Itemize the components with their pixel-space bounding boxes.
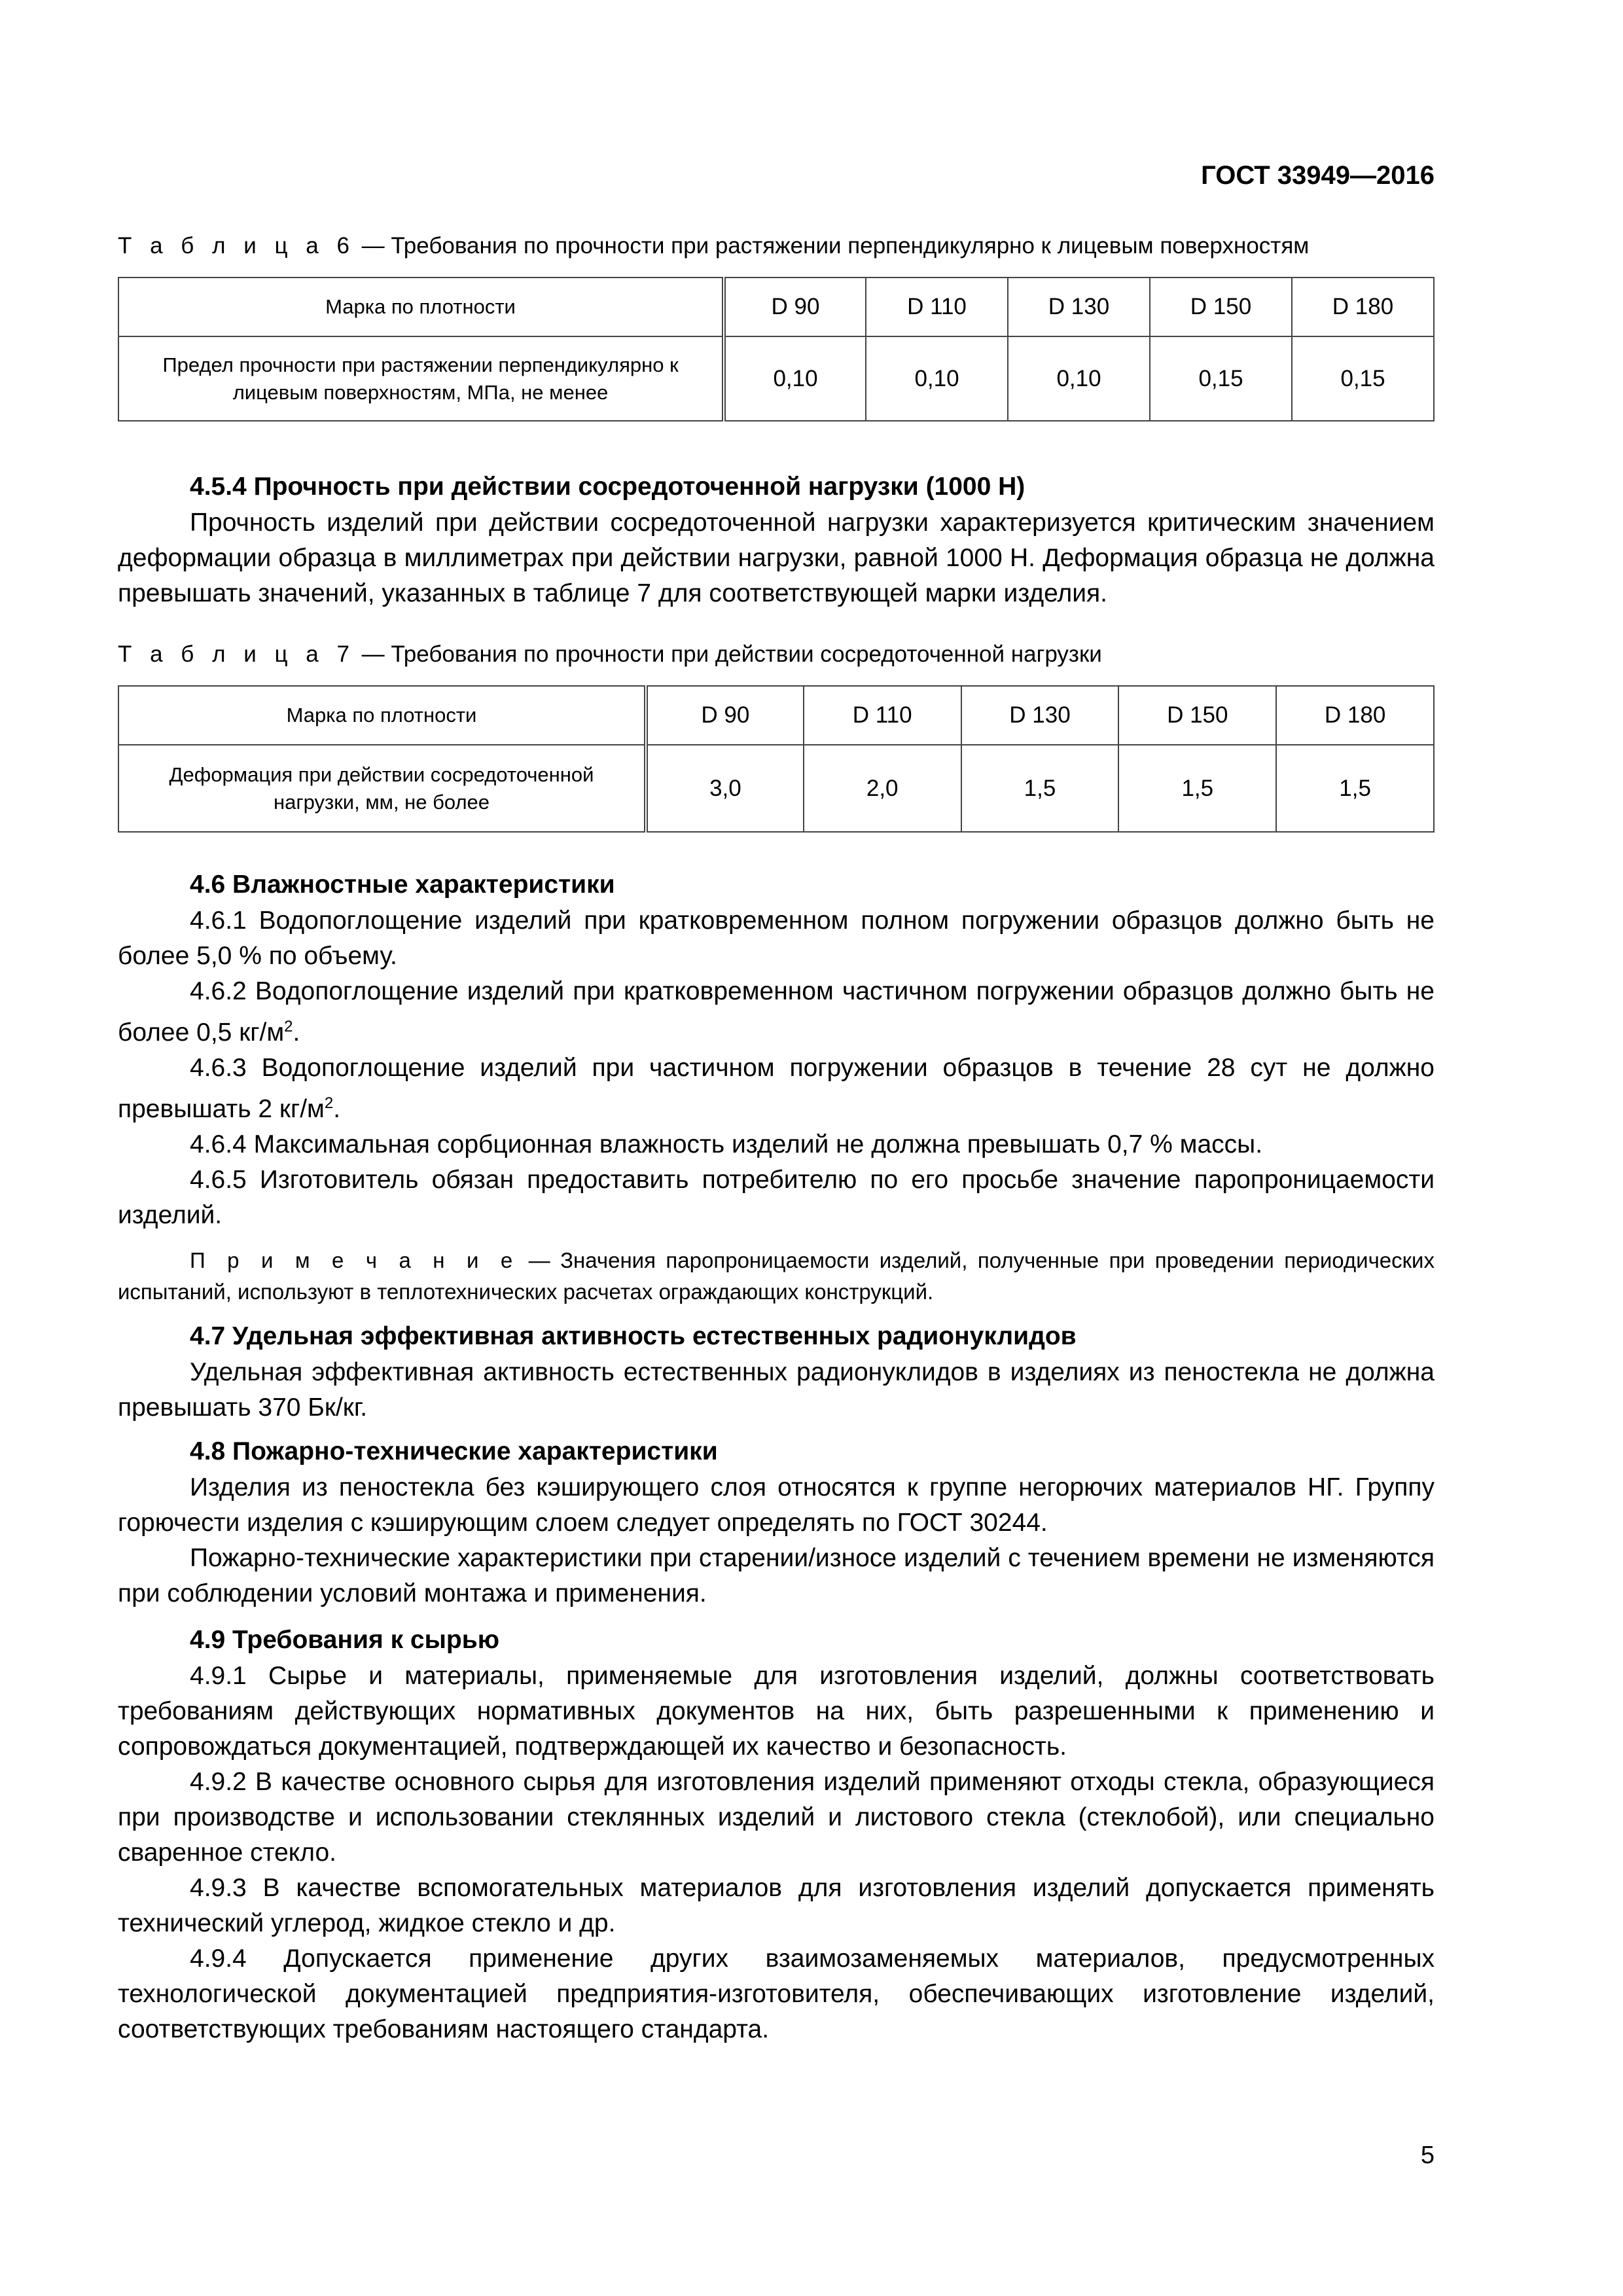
paragraph: 4.9.1 Сырье и материалы, применяемые для изготовления изделий, должны соответствовать требованиям действующих нормативных документов на них, быть разрешенными к применению и сопровождаться документацией, подтверждающей их качество и безопасность.	[118, 1662, 1435, 1761]
table-7-caption	[118, 639, 1102, 670]
table-cell: 0,15	[1292, 336, 1434, 421]
table-header-cell: D 130	[961, 686, 1119, 745]
table-header-cell: D 180	[1292, 278, 1434, 336]
note-text: — Значения паропроницаемости изделий, полученные при проведении периодических испытаний, используют в теплотехнических расчетах ограждающих конструкций.	[118, 1248, 1435, 1304]
section-4-6	[118, 867, 1435, 1308]
table-cell: 1,5	[1118, 745, 1276, 832]
paragraph-text: 4.6.2 Водопоглощение изделий при кратковременном частичном погружении образцов должно быть не более 0,5 кг/м	[118, 977, 1435, 1047]
table-cell: 2,0	[804, 745, 961, 832]
table-cell: 1,5	[961, 745, 1119, 832]
table-header-cell: D 150	[1118, 686, 1276, 745]
table-cell: 0,10	[1008, 336, 1150, 421]
section-title: 4.7 Удельная эффективная активность естественных радионуклидов	[190, 1322, 1077, 1350]
section-4-5-4	[118, 469, 1435, 611]
note-prefix: П р и м е ч а н и е	[190, 1248, 519, 1272]
table-header-cell: Марка по плотности	[118, 686, 646, 745]
section-title: 4.6 Влажностные характеристики	[190, 870, 615, 899]
table-row	[118, 745, 1434, 832]
paragraph: Пожарно-технические характеристики при старении/износе изделий с течением времени не изменяются при соблюдении условий монтажа и применения.	[118, 1544, 1435, 1607]
paragraph: Изделия из пеностекла без кэширующего слоя относятся к группе негорючих материалов НГ. Группу горючести изделия с кэширующим слоем следует определять по ГОСТ 30244.	[118, 1473, 1435, 1537]
table-6-caption-prefix: Т а б л и ц а 6	[118, 233, 355, 259]
note	[118, 1245, 1435, 1308]
table-6-caption-text: — Требования по прочности при растяжении перпендикулярно к лицевым поверхностям	[355, 233, 1310, 259]
paragraph: 4.9.3 В качестве вспомогательных материалов для изготовления изделий допускается применять технический углерод, жидкое стекло и др.	[118, 1874, 1435, 1937]
table-row-label: Предел прочности при растяжении перпендикулярно к лицевым поверхностям, МПа, не менее	[118, 336, 724, 421]
page-number: 5	[1420, 2142, 1435, 2169]
paragraph: 4.6.1 Водопоглощение изделий при кратковременном полном погружении образцов должно быть не более 5,0 % по объему.	[118, 906, 1435, 970]
table-header-cell: D 110	[866, 278, 1008, 336]
table-7	[118, 685, 1435, 833]
table-row	[118, 278, 1434, 336]
section-4-7	[118, 1318, 1435, 1426]
table-header-cell: D 180	[1276, 686, 1434, 745]
superscript: 2	[284, 1018, 293, 1035]
paragraph: 4.6.5 Изготовитель обязан предоставить потребителю по его просьбе значение паропроницаемости изделий.	[118, 1166, 1435, 1229]
table-6	[118, 277, 1435, 422]
table-cell: 1,5	[1276, 745, 1434, 832]
section-title: 4.9 Требования к сырью	[190, 1626, 500, 1654]
table-header-cell: D 130	[1008, 278, 1150, 336]
table-header-cell: D 110	[804, 686, 961, 745]
paragraph: 4.6.2 Водопоглощение изделий при кратковременном частичном погружении образцов должно быть не более 0,5 $кг/м^2$.	[118, 977, 1435, 1047]
paragraph: Удельная эффективная активность естественных радионуклидов в изделиях из пеностекла не должна превышать 370 Бк/кг.	[118, 1358, 1435, 1422]
paragraph: 4.9.4 Допускается применение других взаимозаменяемых материалов, предусмотренных технологической документацией предприятия-изготовителя, обеспечивающих изготовление изделий, соответствующих требованиям настоящего стандарта.	[118, 1945, 1435, 2043]
paragraph: 4.6.4 Максимальная сорбционная влажность изделий не должна превышать 0,7 % массы.	[190, 1130, 1263, 1158]
section-4-9	[118, 1622, 1435, 2047]
section-title: 4.5.4 Прочность при действии сосредоточенной нагрузки (1000 Н)	[190, 473, 1026, 501]
table-6-caption	[118, 230, 1309, 262]
section-title: 4.8 Пожарно-технические характеристики	[190, 1437, 718, 1465]
table-header-cell: D 90	[724, 278, 866, 336]
paragraph: 4.9.2 В качестве основного сырья для изготовления изделий применяют отходы стекла, образующиеся при производстве и использовании стеклянных изделий и листового стекла (стеклобой), или специально сваренное стекло.	[118, 1768, 1435, 1867]
table-cell: 0,10	[724, 336, 866, 421]
paragraph: Прочность изделий при действии сосредоточенной нагрузки характеризуется критическим значением деформации образца в миллиметрах при действии нагрузки, равной 1000 Н. Деформация образца не должна превышать значений, указанных в таблице 7 для соответствующей марки изделия.	[118, 509, 1435, 607]
paragraph: 4.6.3 Водопоглощение изделий при частичном погружении образцов в течение 28 сут не должно превышать 2 $кг/м^2$.	[118, 1054, 1435, 1123]
table-row	[118, 336, 1434, 421]
document-code: ГОСТ 33949—2016	[1201, 161, 1435, 190]
table-header-cell: D 90	[646, 686, 804, 745]
table-row-label: Деформация при действии сосредоточенной нагрузки, мм, не более	[118, 745, 646, 832]
table-7-caption-prefix: Т а б л и ц а 7	[118, 641, 355, 667]
superscript: 2	[324, 1094, 334, 1112]
table-7-caption-text: — Требования по прочности при действии сосредоточенной нагрузки	[355, 641, 1102, 667]
paragraph-text: 4.6.3 Водопоглощение изделий при частичном погружении образцов в течение 28 сут не должно превышать 2 кг/м	[118, 1054, 1435, 1123]
table-cell: 0,10	[866, 336, 1008, 421]
table-cell: 3,0	[646, 745, 804, 832]
section-4-8	[118, 1433, 1435, 1611]
table-row	[118, 686, 1434, 745]
table-header-cell: D 150	[1150, 278, 1292, 336]
table-cell: 0,15	[1150, 336, 1292, 421]
table-header-cell: Марка по плотности	[118, 278, 724, 336]
